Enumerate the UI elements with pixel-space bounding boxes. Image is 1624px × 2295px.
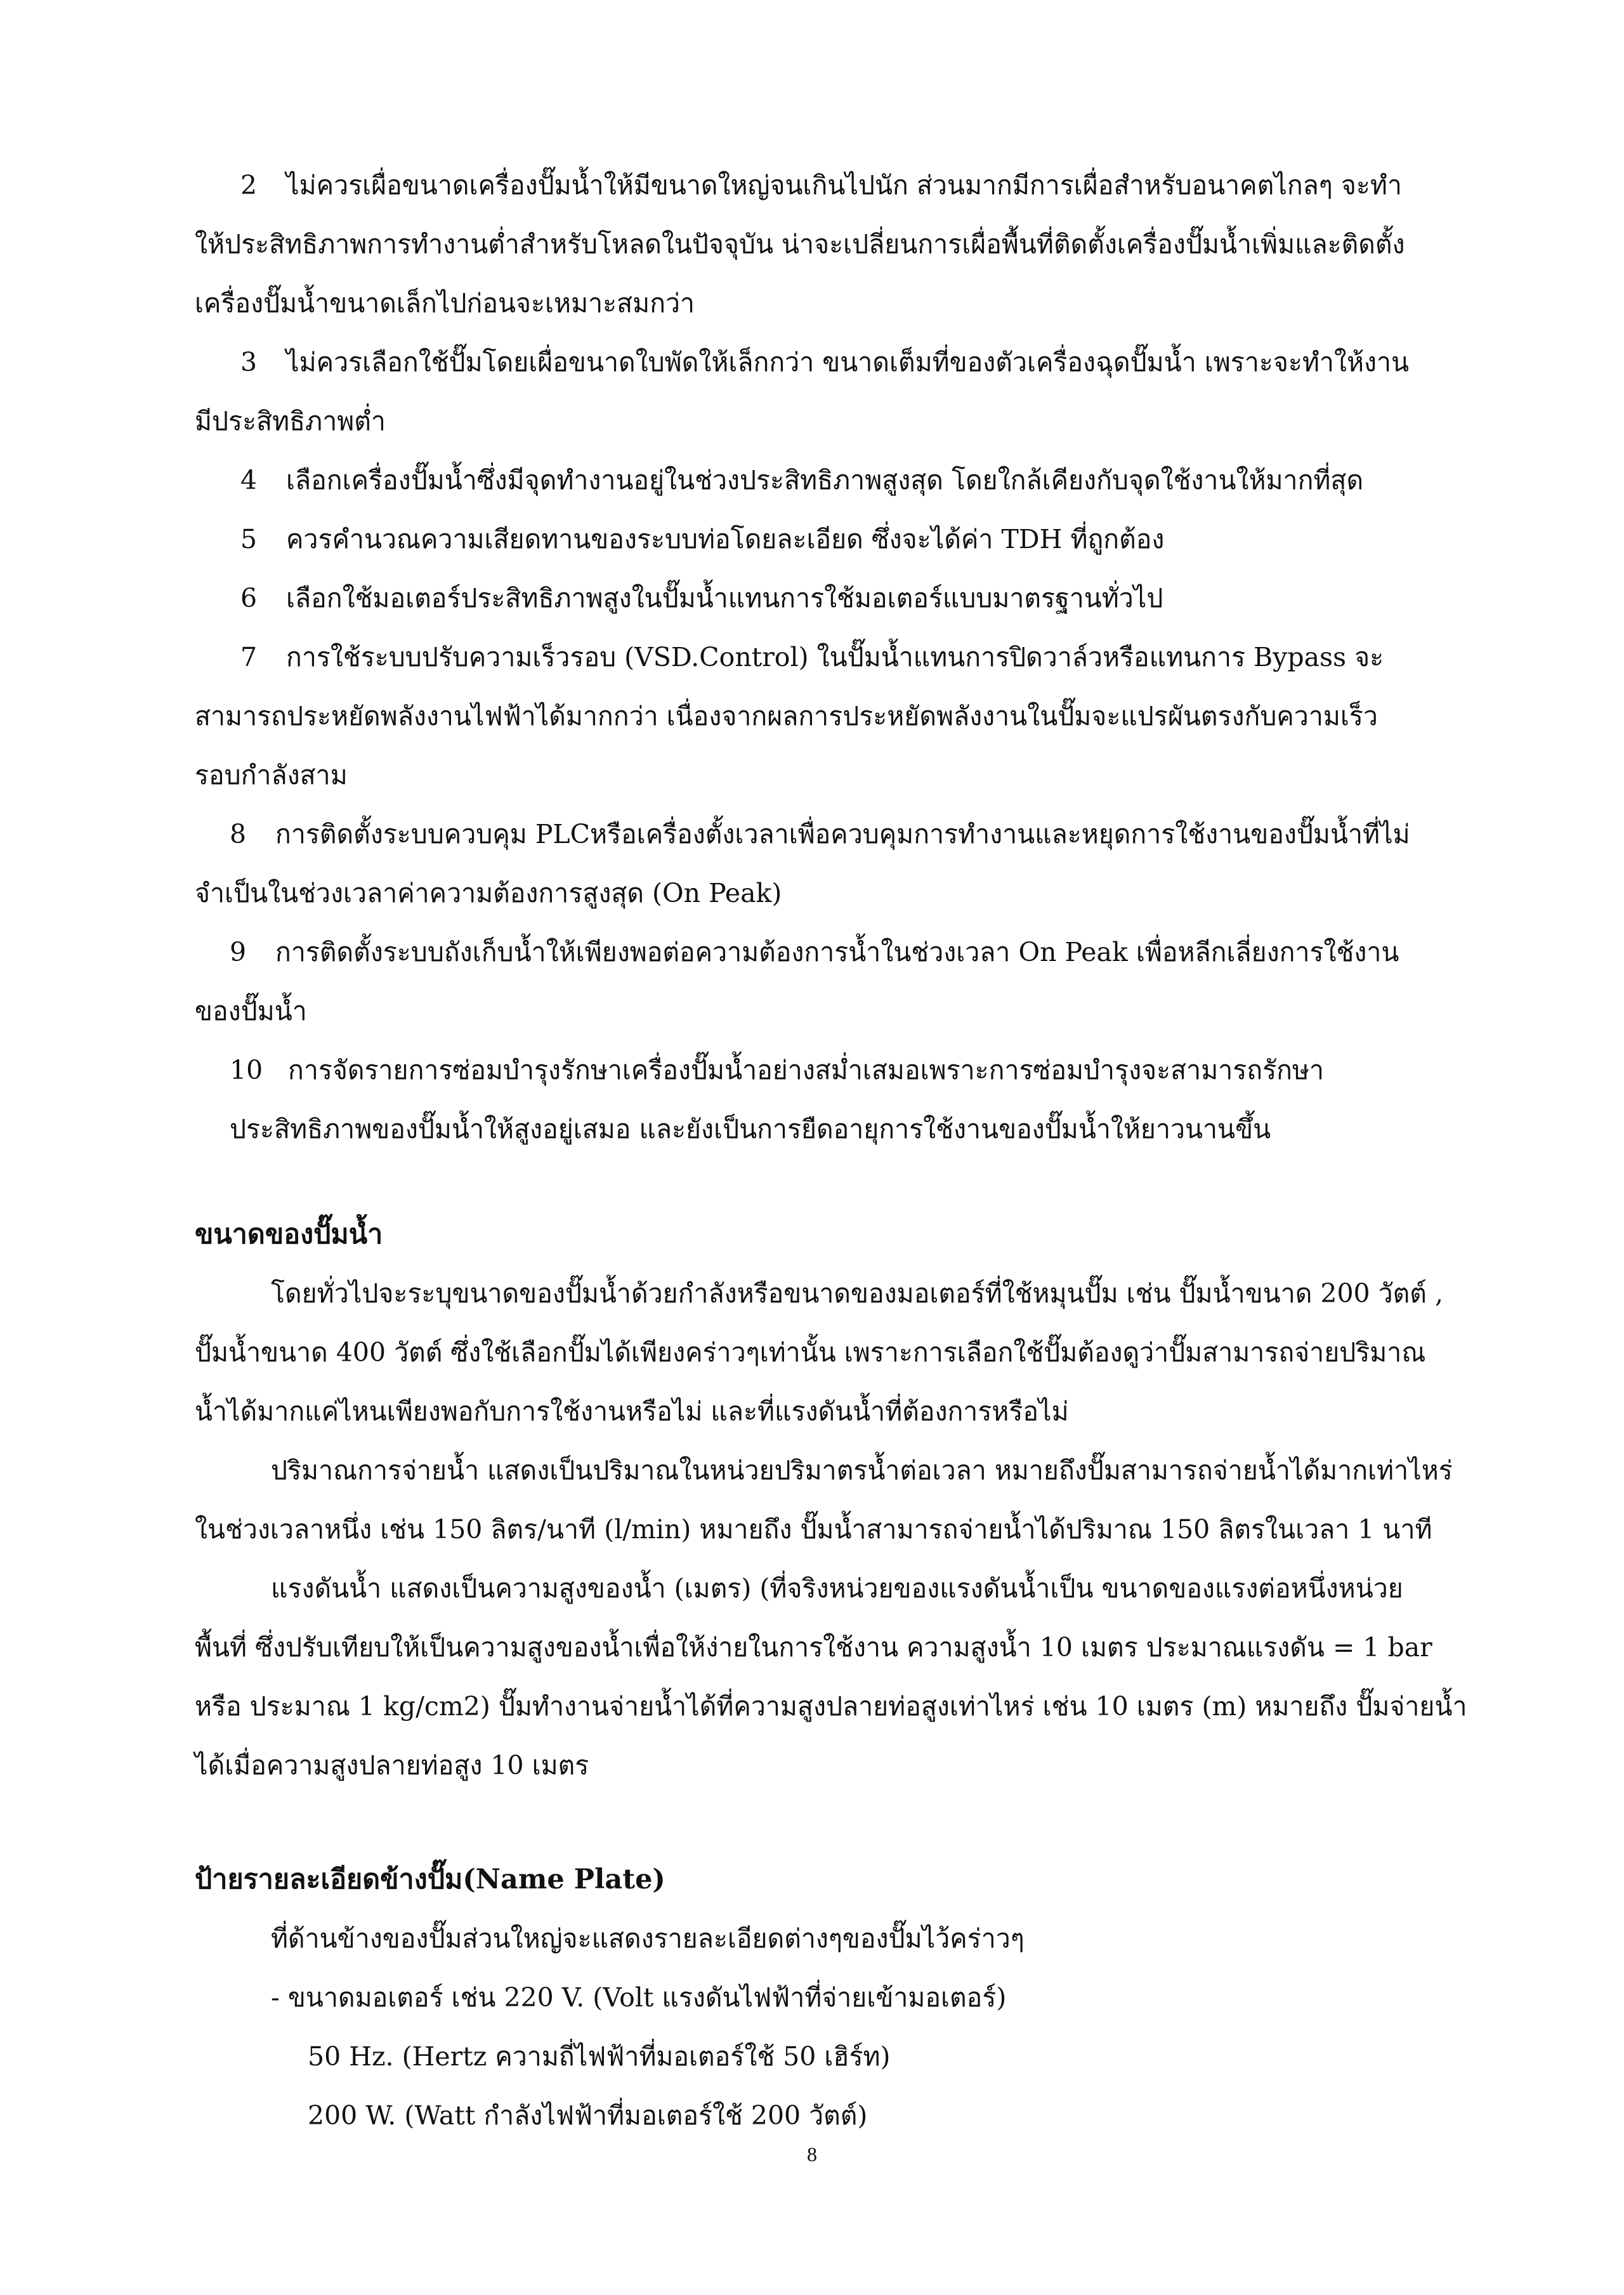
item-text: เลือกใช้มอเตอร์ประสิทธิภาพสูงในปั๊มน้ำแทนการใช้มอเตอร์แบบมาตรฐานทั่วไป	[286, 583, 1163, 613]
name-plate-section	[195, 1850, 1514, 2145]
paragraph-line: ปั๊มน้ำขนาด 400 วัตต์ ซึ่งใช้เลือกปั๊มได้เพียงคร่าวๆเท่านั้น เพราะการเลือกใช้ปั๊มต้องดูว่าปั๊มสามารถจ่ายปริมาณ	[195, 1337, 1426, 1368]
item-text-continued: รอบกำลังสาม	[195, 760, 348, 790]
list-item	[195, 1041, 1514, 1100]
item-text-continued: มีประสิทธิภาพต่ำ	[195, 406, 386, 436]
item-text-continued: ของปั๊มน้ำ	[195, 996, 307, 1026]
paragraph-line: ได้เมื่อความสูงปลายท่อสูง 10 เมตร	[195, 1750, 589, 1781]
paragraph-line: ปริมาณการจ่ายน้ำ แสดงเป็นปริมาณในหน่วยปริมาตรน้ำต่อเวลา หมายถึงปั๊มสามารถจ่ายน้ำได้มากเท่าไหร่	[271, 1455, 1453, 1486]
recommendation-list	[195, 156, 1514, 1159]
paragraph-line: ที่ด้านข้างของปั๊มส่วนใหญ่จะแสดงรายละเอียดต่างๆของปั๊มไว้คร่าวๆ	[271, 1923, 1025, 1954]
pump-size-section	[195, 1205, 1514, 1795]
section-heading: ป้ายรายละเอียดข้างปั๊ม(Name Plate)	[195, 1864, 665, 1895]
item-text: การใช้ระบบปรับความเร็วรอบ (VSD.Control) ในปั๊มน้ำแทนการปิดวาล์วหรือแทนการ Bypass จะ	[286, 642, 1384, 672]
item-number: 4	[240, 465, 258, 495]
list-item: 200 W. (Watt กำลังไฟฟ้าที่มอเตอร์ใช้ 200 วัตต์)	[308, 2100, 868, 2131]
item-number: 9	[230, 937, 247, 967]
paragraph-line: น้ำได้มากแค่ไหนเพียงพอกับการใช้งานหรือไม่ และที่แรงดันน้ำที่ต้องการหรือไม่	[195, 1396, 1069, 1427]
item-number: 7	[240, 642, 258, 672]
item-text-continued: ให้ประสิทธิภาพการทำงานต่ำสำหรับโหลดในปัจจุบัน น่าจะเปลี่ยนการเผื่อพื้นที่ติดตั้งเครื่องปั๊มน้ำเพิ่มและติดตั้ง	[195, 229, 1405, 259]
list-item	[195, 628, 1514, 687]
list-item	[195, 510, 1514, 569]
list-item	[195, 333, 1514, 392]
section-heading: ขนาดของปั๊มน้ำ	[195, 1219, 383, 1250]
item-number: 8	[230, 819, 247, 849]
item-text-continued: เครื่องปั๊มน้ำขนาดเล็กไปก่อนจะเหมาะสมกว่า	[195, 288, 695, 318]
item-text: เลือกเครื่องปั๊มน้ำซึ่งมีจุดทำงานอยู่ในช่วงประสิทธิภาพสูงสุด โดยใกล้เคียงกับจุดใช้งานให้มากที่สุด	[286, 465, 1364, 495]
item-number: 5	[240, 524, 258, 554]
paragraph-line: พื้นที่ ซึ่งปรับเทียบให้เป็นความสูงของน้ำเพื่อให้ง่ายในการใช้งาน ความสูงน้ำ 10 เมตร ประมาณแรงดัน = 1 bar	[195, 1632, 1432, 1663]
item-number: 10	[230, 1055, 263, 1085]
item-number: 2	[240, 170, 258, 200]
list-item	[195, 156, 1514, 215]
item-text: การติดตั้งระบบควบคุม PLCหรือเครื่องตั้งเวลาเพื่อควบคุมการทำงานและหยุดการใช้งานของปั๊มน้ำที่ไม่	[275, 819, 1410, 849]
list-item	[195, 569, 1514, 628]
list-item: - ขนาดมอเตอร์ เช่น 220 V. (Volt แรงดันไฟฟ้าที่จ่ายเข้ามอเตอร์)	[271, 1982, 1007, 2013]
item-text: การจัดรายการซ่อมบำรุงรักษาเครื่องปั๊มน้ำอย่างสม่ำเสมอเพราะการซ่อมบำรุงจะสามารถรักษา	[288, 1055, 1324, 1085]
list-item	[195, 805, 1514, 864]
item-text-continued: สามารถประหยัดพลังงานไฟฟ้าได้มากกว่า เนื่องจากผลการประหยัดพลังงานในปั๊มจะแปรผันตรงกับความเร็ว	[195, 701, 1378, 731]
item-text: ควรคำนวณความเสียดทานของระบบท่อโดยละเอียด ซึ่งจะได้ค่า TDH ที่ถูกต้อง	[286, 524, 1165, 554]
item-number: 6	[240, 583, 258, 613]
paragraph-line: โดยทั่วไปจะระบุขนาดของปั๊มน้ำด้วยกำลังหรือขนาดของมอเตอร์ที่ใช้หมุนปั๊ม เช่น ปั๊มน้ำขนาด 200 วัตต์ ,	[271, 1278, 1444, 1309]
item-text: ไม่ควรเลือกใช้ปั๊มโดยเผื่อขนาดใบพัดให้เล็กกว่า ขนาดเต็มที่ของตัวเครื่องฉุดปั๊มน้ำ เพราะจะทำให้งาน	[286, 347, 1410, 377]
list-item: 50 Hz. (Hertz ความถี่ไฟฟ้าที่มอเตอร์ใช้ 50 เฮิร์ท)	[308, 2041, 891, 2072]
list-item	[195, 451, 1514, 510]
item-text: ไม่ควรเผื่อขนาดเครื่องปั๊มน้ำให้มีขนาดใหญ่จนเกินไปนัก ส่วนมากมีการเผื่อสำหรับอนาคตไกลๆ จะทำ	[286, 170, 1402, 200]
item-number: 3	[240, 347, 258, 377]
paragraph-line: ในช่วงเวลาหนึ่ง เช่น 150 ลิตร/นาที (l/min) หมายถึง ปั๊มน้ำสามารถจ่ายน้ำได้ปริมาณ 150 ลิตรในเวลา 1 นาที	[195, 1514, 1432, 1545]
item-text: การติดตั้งระบบถังเก็บน้ำให้เพียงพอต่อความต้องการน้ำในช่วงเวลา On Peak เพื่อหลีกเลี่ยงการใช้งาน	[275, 937, 1399, 967]
paragraph-line: หรือ ประมาณ 1 kg/cm2) ปั๊มทำงานจ่ายน้ำได้ที่ความสูงปลายท่อสูงเท่าไหร่ เช่น 10 เมตร (m) หมายถึง ปั๊มจ่ายน้ำ	[195, 1691, 1467, 1722]
item-text-continued: ประสิทธิภาพของปั๊มน้ำให้สูงอยู่เสมอ และยังเป็นการยืดอายุการใช้งานของปั๊มน้ำให้ยาวนานขึ้น	[230, 1114, 1271, 1144]
paragraph-line: แรงดันน้ำ แสดงเป็นความสูงของน้ำ (เมตร) (ที่จริงหน่วยของแรงดันน้ำเป็น ขนาดของแรงต่อหนึ่งหน่วย	[271, 1573, 1403, 1604]
list-item	[195, 923, 1514, 982]
item-text-continued: จำเป็นในช่วงเวลาค่าความต้องการสูงสุด (On Peak)	[195, 878, 782, 908]
page-number: 8	[807, 2143, 817, 2166]
